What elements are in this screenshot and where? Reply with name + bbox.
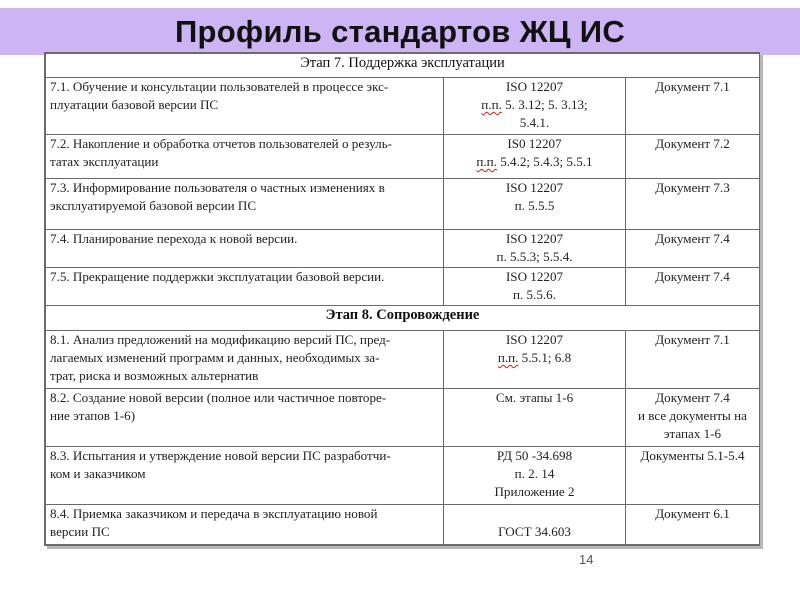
document-cell <box>626 179 760 230</box>
document-line: Документ 7.4 <box>655 231 730 246</box>
standards-grid <box>45 53 760 545</box>
task-line: трат, риска и возможных альтернатив <box>50 368 259 383</box>
document-line: этапах 1-6 <box>663 426 722 441</box>
standard-cell <box>444 505 626 545</box>
standard-cell <box>444 179 626 230</box>
task-cell <box>46 230 444 268</box>
task-cell <box>46 78 444 135</box>
table-row <box>46 135 760 179</box>
standard-cell <box>444 135 626 179</box>
standard-line: ISO 12207 <box>505 332 564 347</box>
task-line: 7.1. Обучение и консультации пользователей в процессе экс- <box>50 79 389 94</box>
standard-line: п.п. 5. 3.12; 5. 3.13; <box>481 97 588 112</box>
spellcheck-underline: п.п. <box>481 97 502 112</box>
standard-cell <box>444 331 626 389</box>
standard-line: п. 5.5.6. <box>512 287 556 302</box>
task-cell <box>46 447 444 505</box>
task-line: 7.4. Планирование перехода к новой версии. <box>50 231 298 246</box>
table-row <box>46 230 760 268</box>
task-line: эксплуатируемой базовой версии ПС <box>50 198 257 213</box>
spellcheck-underline: п.п. <box>476 154 497 169</box>
document-line: Документы 5.1-5.4 <box>640 448 745 463</box>
standard-line: РД 50 -34.698 <box>496 448 573 463</box>
table-row <box>46 78 760 135</box>
task-line: 8.3. Испытания и утверждение новой версии ПС разработчи- <box>50 448 391 463</box>
standard-line: п.п. 5.4.2; 5.4.3; 5.5.1 <box>476 154 593 169</box>
standard-line: ГОСТ 34.603 <box>498 524 571 539</box>
task-line: 7.5. Прекращение поддержки эксплуатации базовой версии. <box>50 269 385 284</box>
task-line: 7.3. Информирование пользователя о частных изменениях в <box>50 180 385 195</box>
page-title: Профиль стандартов ЖЦ ИС <box>174 14 626 49</box>
page-number: 14 <box>579 552 594 567</box>
document-line: Документ 7.1 <box>655 332 730 347</box>
task-line: версии ПС <box>50 524 110 539</box>
task-cell <box>46 389 444 447</box>
document-line: Документ 7.2 <box>655 136 730 151</box>
standard-line: ISO 12207 <box>505 231 564 246</box>
standard-line <box>448 505 621 523</box>
standard-cell <box>444 78 626 135</box>
task-line: плуатации базовой версии ПС <box>50 97 219 112</box>
task-cell <box>46 331 444 389</box>
table-row <box>46 505 760 545</box>
document-cell <box>626 331 760 389</box>
table-row <box>46 268 760 306</box>
document-cell <box>626 135 760 179</box>
document-line: Документ 7.4 <box>655 269 730 284</box>
table-row <box>46 447 760 505</box>
task-cell <box>46 268 444 306</box>
standards-table <box>44 52 760 546</box>
task-cell <box>46 135 444 179</box>
standard-line: 5.4.1. <box>519 115 550 130</box>
document-line: Документ 7.4 <box>655 390 730 405</box>
standard-line: п. 5.5.5 <box>514 198 555 213</box>
document-cell <box>626 268 760 306</box>
standard-line: ISO 12207 <box>505 180 564 195</box>
standard-line: п. 2. 14 <box>514 466 555 481</box>
task-line: 8.4. Приемка заказчиком и передача в эксплуатацию новой <box>50 506 378 521</box>
standard-line: ISO 12207 <box>505 269 564 284</box>
task-line: ком и заказчиком <box>50 466 146 481</box>
task-line: татах эксплуатации <box>50 154 159 169</box>
standard-cell <box>444 268 626 306</box>
document-line: Документ 6.1 <box>655 506 730 521</box>
standard-line: Приложение 2 <box>494 484 575 499</box>
document-line: и все документы на <box>638 408 747 423</box>
document-cell <box>626 78 760 135</box>
standard-cell <box>444 447 626 505</box>
task-line: ние этапов 1-6) <box>50 408 136 423</box>
document-line: Документ 7.3 <box>655 180 730 195</box>
stage-7-heading: Этап 7. Поддержка эксплуатации <box>46 54 760 78</box>
standard-line: п.п. 5.5.1; 6.8 <box>497 350 572 365</box>
standard-cell <box>444 230 626 268</box>
spellcheck-underline: п.п. <box>497 350 519 365</box>
task-line: 8.1. Анализ предложений на модификацию версий ПС, пред- <box>50 332 391 347</box>
task-line: 7.2. Накопление и обработка отчетов пользователей о резуль- <box>50 136 393 151</box>
task-line: лагаемых изменений программ и данных, необходимых за- <box>50 350 380 365</box>
standard-line: ISO 12207 <box>505 79 564 94</box>
document-line: Документ 7.1 <box>655 79 730 94</box>
stage-8-heading: Этап 8. Сопровождение <box>46 306 760 331</box>
standard-line: См. этапы 1-6 <box>495 390 574 405</box>
standard-cell <box>444 389 626 447</box>
stage-7-header-row <box>46 54 760 78</box>
table-row <box>46 179 760 230</box>
document-cell <box>626 447 760 505</box>
document-cell <box>626 230 760 268</box>
standard-line: IS0 12207 <box>507 136 562 151</box>
task-cell <box>46 505 444 545</box>
task-line: 8.2. Создание новой версии (полное или частичное повторе- <box>50 390 387 405</box>
document-cell <box>626 389 760 447</box>
task-cell <box>46 179 444 230</box>
stage-8-header-row <box>46 306 760 331</box>
standard-line: п. 5.5.3; 5.5.4. <box>496 249 573 264</box>
document-cell <box>626 505 760 545</box>
table-row <box>46 331 760 389</box>
table-row <box>46 389 760 447</box>
